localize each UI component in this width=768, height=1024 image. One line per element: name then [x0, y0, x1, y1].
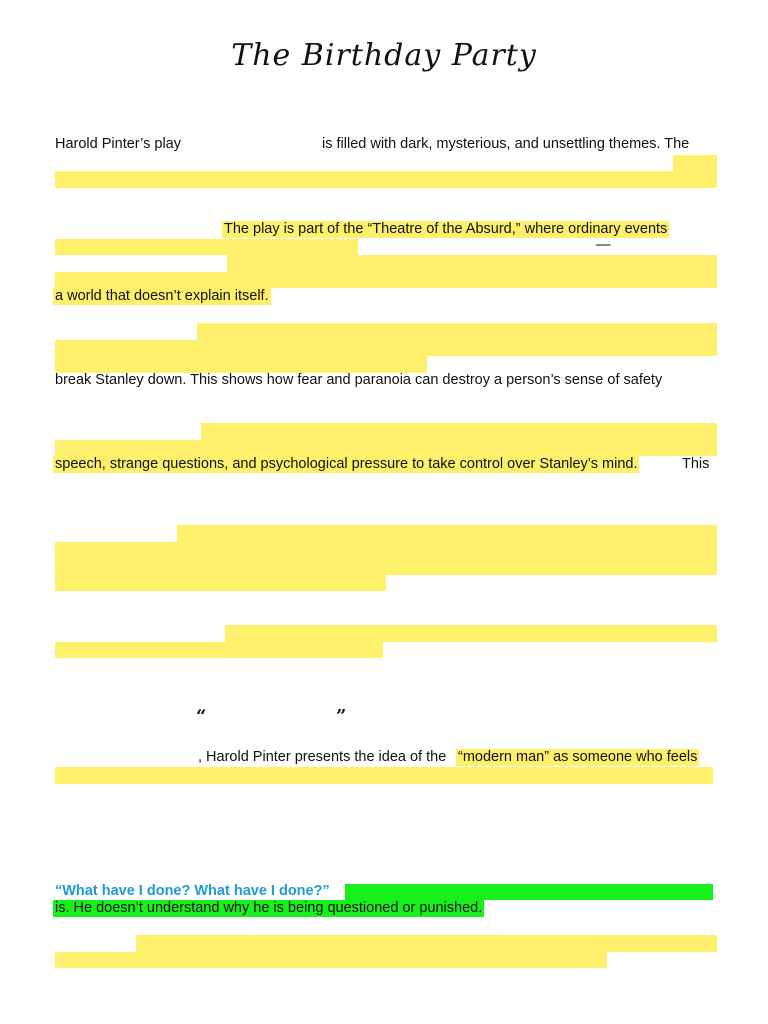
text-line: is. He doesn’t understand why he is being questioned or punished. [55, 900, 483, 916]
highlight-block [55, 952, 607, 968]
highlight-block [55, 542, 717, 558]
quoted-line: “What have I done? What have I done?” [55, 883, 330, 899]
text-line: a world that doesn’t explain itself. [55, 288, 269, 304]
highlight-block [55, 558, 717, 575]
text-line: Harold Pinter’s play [55, 136, 181, 152]
text-line: This [682, 456, 710, 472]
highlight-block [55, 356, 427, 373]
highlight-block [55, 239, 358, 255]
dash: — [596, 237, 611, 253]
document-title: The Birthday Party [231, 38, 537, 73]
text-line: , Harold Pinter presents the idea of the [198, 749, 447, 765]
highlight-block [227, 255, 717, 272]
highlight-block [136, 935, 717, 952]
highlight-block [55, 642, 383, 658]
highlight-block [201, 423, 717, 440]
open-quote: “ [196, 706, 207, 727]
highlight-block-green [345, 884, 713, 900]
text-line: “modern man” as someone who feels [458, 749, 698, 765]
highlight-block [55, 440, 717, 456]
text-line: break Stanley down. This shows how fear and paranoia can destroy a person’s sense of safety [55, 372, 663, 388]
highlight-block [673, 155, 717, 171]
highlight-block [197, 323, 717, 340]
highlight-block [55, 767, 713, 784]
text-line: is filled with dark, mysterious, and unsettling themes. The [322, 136, 690, 152]
highlight-block [55, 171, 717, 188]
highlight-block [177, 525, 717, 542]
highlight-block [225, 625, 717, 642]
text-line: The play is part of the “Theatre of the Absurd,” where ordinary events [224, 221, 668, 237]
text-line: speech, strange questions, and psychological pressure to take control over Stanley’s mind. [55, 456, 638, 472]
close-quote: ” [336, 706, 347, 727]
highlight-block [55, 575, 386, 591]
highlight-block [55, 272, 717, 288]
highlight-block [55, 340, 717, 356]
